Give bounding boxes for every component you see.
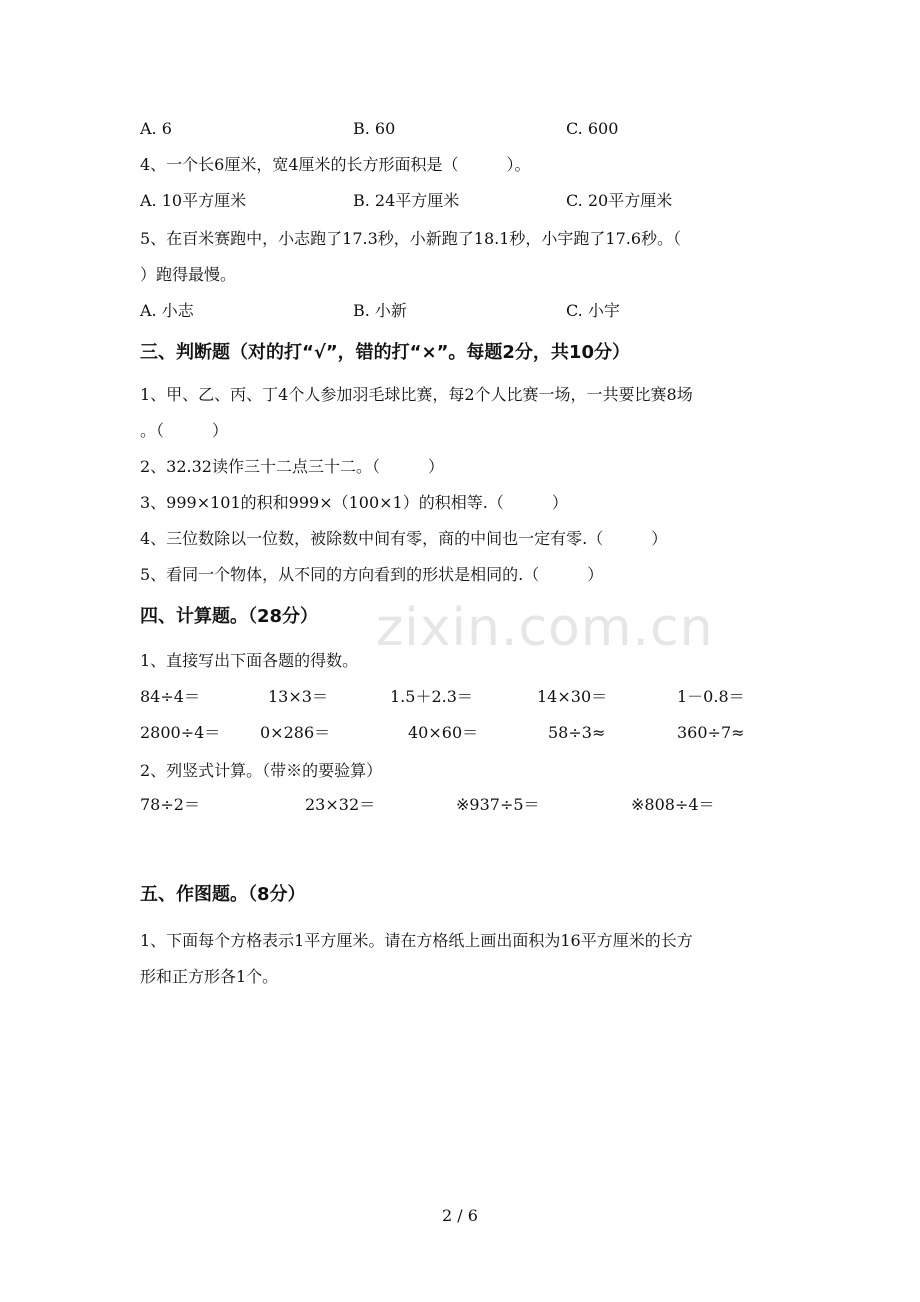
calc-r1-c2: 13×3＝ [268, 687, 328, 706]
calc-r3-c3: ※937÷5＝ [456, 795, 540, 814]
calc-r2-c2: 0×286＝ [260, 723, 331, 742]
calc-r3-c2: 23×32＝ [305, 795, 376, 814]
section3-item-1-cont: 。（ ） [140, 421, 229, 440]
section3-item-2: 2、32.32读作三十二点三十二。（ ） [140, 457, 444, 476]
calc-r1-c1: 84÷4＝ [140, 687, 200, 706]
q5-text-line1: 5、在百米赛跑中，小志跑了17.3秒，小新跑了18.1秒，小宇跑了17.6秒。（ [140, 229, 682, 248]
page-number: 2 / 6 [442, 1206, 478, 1225]
section4-q1: 1、直接写出下面各题的得数。 [140, 651, 359, 670]
calc-r1-c3: 1.5＋2.3＝ [390, 687, 473, 706]
section3-item-4: 4、三位数除以一位数，被除数中间有零，商的中间也一定有零.（ ） [140, 529, 668, 548]
q3-option-c: C. 600 [566, 119, 619, 138]
section5-line2: 形和正方形各1个。 [140, 967, 279, 986]
q4-text: 4、一个长6厘米，宽4厘米的长方形面积是（ ）。 [140, 155, 531, 174]
section5-heading: 五、作图题。（8分） [140, 884, 306, 905]
section4-q2: 2、列竖式计算。（带※的要验算） [140, 761, 383, 780]
q4-option-c: C. 20平方厘米 [566, 191, 673, 210]
q5-option-b: B. 小新 [353, 301, 407, 320]
section4-heading: 四、计算题。（28分） [140, 606, 319, 627]
section3-item-1: 1、甲、乙、丙、丁4个人参加羽毛球比赛，每2个人比赛一场，一共要比赛8场 [140, 385, 693, 404]
calc-r3-c1: 78÷2＝ [140, 795, 200, 814]
section5-line1: 1、下面每个方格表示1平方厘米。请在方格纸上画出面积为16平方厘米的长方 [140, 931, 693, 950]
calc-r2-c1: 2800÷4＝ [140, 723, 221, 742]
q5-option-c: C. 小宇 [566, 301, 620, 320]
watermark: zixin.com.cn [376, 598, 714, 658]
calc-r2-c5: 360÷7≈ [677, 723, 745, 742]
q4-option-b: B. 24平方厘米 [353, 191, 460, 210]
calc-r1-c5: 1－0.8＝ [677, 687, 745, 706]
calc-r2-c4: 58÷3≈ [548, 723, 606, 742]
q3-option-a: A. 6 [140, 119, 172, 138]
calc-r3-c4: ※808÷4＝ [631, 795, 715, 814]
section3-item-3: 3、999×101的积和999×（100×1）的积相等.（ ） [140, 493, 568, 512]
q5-text-line2: ）跑得最慢。 [140, 265, 237, 284]
q3-option-b: B. 60 [353, 119, 396, 138]
q4-option-a: A. 10平方厘米 [140, 191, 247, 210]
q5-option-a: A. 小志 [140, 301, 194, 320]
section3-heading: 三、判断题（对的打“√”，错的打“×”。每题2分，共10分） [140, 342, 630, 363]
calc-r2-c3: 40×60＝ [408, 723, 479, 742]
section3-item-5: 5、看同一个物体，从不同的方向看到的形状是相同的.（ ） [140, 565, 604, 584]
calc-r1-c4: 14×30＝ [537, 687, 608, 706]
